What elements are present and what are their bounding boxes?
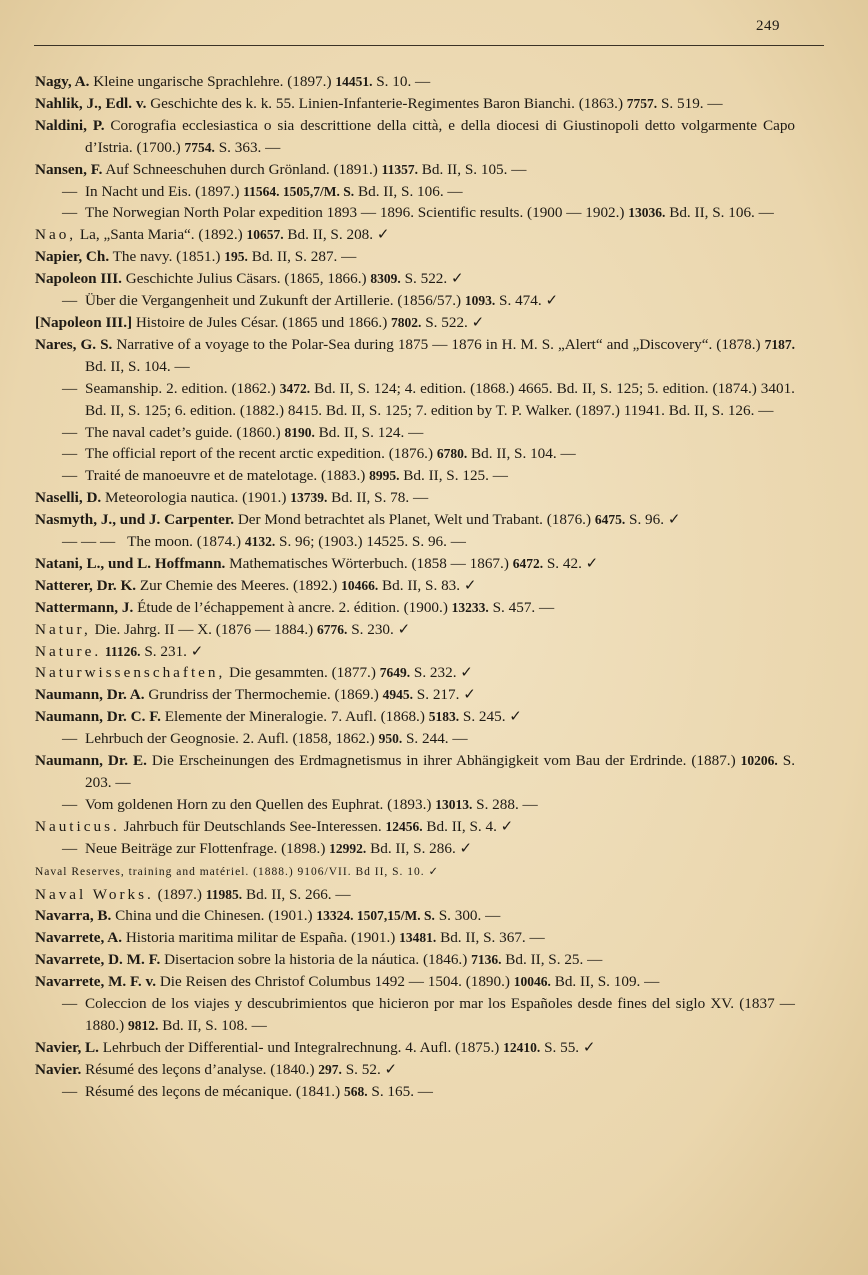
entry-text: Résumé des leçons d’analyse. (1840.) [81, 1060, 319, 1078]
entry-number: 5183. [428, 709, 460, 725]
entry-location: Bd. II, S. 106. — [665, 204, 774, 222]
entry-number: 10046. [513, 974, 551, 990]
entry-location: Bd. II, S. 25. — [501, 951, 603, 969]
entry-location: S. 457. — [488, 598, 555, 616]
entry-location: Bd. II, S. 286. ✓ [366, 839, 473, 857]
entry-dash: — [62, 795, 78, 813]
entry-number: 11126. [104, 643, 141, 659]
entry-number: 13036. [628, 205, 666, 221]
entry-dash: — [62, 839, 78, 857]
entry-text: Grundriss der Thermochemie. (1869.) [144, 686, 383, 704]
entry-text: Mathematisches Wörterbuch. (1858 — 1867.) [225, 554, 513, 572]
catalog-entry [35, 224, 795, 246]
catalog-entry [35, 246, 795, 268]
entry-title-key: Naturwissenschaften, [35, 664, 226, 682]
entry-dash: — [62, 995, 78, 1013]
entry-number: 8995. [369, 468, 400, 484]
entry-location: S. 42. ✓ [543, 554, 599, 572]
entry-location: Bd. II, S. 124. — [314, 423, 424, 441]
entry-location: Bd. II, S. 108. — [158, 1016, 267, 1034]
entry-author: Nasmyth, J., und J. Carpenter. [35, 511, 235, 529]
catalog-entry [35, 838, 795, 860]
entry-author: Naselli, D. [35, 489, 102, 507]
entry-location: S. 245. ✓ [459, 708, 523, 726]
entry-author: Navarrete, D. M. F. [35, 951, 161, 969]
entry-number: 12992. [329, 840, 367, 856]
entry-text: Die. Jahrg. II — X. (1876 — 1884.) [90, 620, 318, 638]
entry-author: Naumann, Dr. A. [35, 686, 145, 704]
entry-text: Lehrbuch der Geognosie. 2. Aufl. (1858, 1862.) [85, 730, 379, 748]
entry-location: Bd. II, S. 104. — [467, 445, 576, 463]
entry-title-key: Naval Works. [35, 885, 154, 903]
entry-text: Über die Vergangenheit und Zukunft der Artillerie. (1856/57.) [85, 292, 465, 310]
entry-text: The navy. (1851.) [109, 248, 225, 266]
entry-text: The moon. (1874.) [127, 533, 245, 551]
entry-text: Seamanship. 2. edition. (1862.) [85, 379, 280, 397]
entry-dash: — [62, 445, 78, 463]
entry-number: 10466. [341, 577, 379, 593]
entry-location: Bd. II, S. 104. — [85, 357, 190, 375]
entry-dash: — [62, 379, 78, 397]
entry-location: Bd. II, S. 105. — [418, 160, 527, 178]
catalog-entry [35, 487, 795, 509]
catalog-entry [35, 1037, 795, 1059]
catalog-entries [35, 71, 795, 1103]
entry-author: Naumann, Dr. E. [35, 752, 147, 770]
entry-author: Nattermann, J. [35, 598, 134, 616]
entry-dash: — — — [62, 533, 116, 551]
entry-number: 11357. [381, 161, 418, 177]
catalog-entry [35, 971, 795, 993]
entry-location: S. 55. ✓ [540, 1038, 596, 1056]
catalog-entry [35, 1059, 795, 1081]
catalog-entry [35, 422, 795, 444]
entry-location: S. 217. ✓ [412, 686, 476, 704]
catalog-entry [35, 706, 795, 728]
catalog-entry [35, 509, 795, 531]
entry-text: Meteorologia nautica. (1901.) [101, 489, 291, 507]
entry-location: Bd. II, S. 106. — [354, 182, 463, 200]
entry-number: 7754. [184, 139, 215, 155]
catalog-entry [35, 949, 795, 971]
catalog-entry [35, 728, 795, 750]
entry-number: 11564. 1505,7/M. S. [243, 183, 355, 199]
entry-text: Vom goldenen Horn zu den Quellen des Euphrat. (1893.) [85, 795, 436, 813]
entry-text: Jahrbuch für Deutschlands See-Interessen. [119, 817, 386, 835]
entry-text: (1897.) [153, 885, 206, 903]
entry-text: Neue Beiträge zur Flottenfrage. (1898.) [85, 839, 330, 857]
entry-title-key: Nao, [35, 226, 77, 244]
catalog-entry [35, 531, 795, 553]
entry-author: Natterer, Dr. K. [35, 576, 137, 594]
entry-text: Résumé des leçons de mécanique. (1841.) [85, 1082, 344, 1100]
entry-number: 13233. [451, 599, 489, 615]
entry-location: S. 52. ✓ [341, 1060, 398, 1078]
catalog-entry [35, 334, 795, 378]
entry-number: 950. [378, 731, 403, 747]
catalog-entry [35, 816, 795, 838]
entry-author: [Napoleon III.] [35, 313, 133, 331]
entry-dash: — [62, 730, 78, 748]
entry-number: 10206. [740, 753, 778, 769]
entry-dash: — [62, 204, 78, 222]
entry-location: S. 96. ✓ [625, 511, 681, 529]
entry-author: Nahlik, J., Edl. v. [35, 94, 147, 112]
entry-number: 4132. [244, 534, 276, 550]
entry-text: Coleccion de los viajes y descubrimientos que hicieron por mar los Españoles desde fines del siglo XV. (1837 — 1880.) [85, 995, 795, 1034]
entry-location: S. 165. — [367, 1082, 433, 1100]
entry-number: 13324. 1507,15/M. S. [316, 908, 435, 924]
entry-location: S. 244. — [402, 730, 468, 748]
entry-text: The official report of the recent arctic expedition. (1876.) [85, 445, 437, 463]
entry-number: 9812. [128, 1017, 159, 1033]
entry-location: Bd. II, S. 83. ✓ [378, 576, 477, 594]
entry-number: 13739. [290, 490, 328, 506]
catalog-entry [35, 553, 795, 575]
entry-text: Disertacion sobre la historia de la náutica. (1846.) [160, 951, 472, 969]
entry-author: Napier, Ch. [35, 248, 110, 266]
entry-location: S. 288. — [472, 795, 538, 813]
catalog-entry [35, 641, 795, 663]
catalog-entry [35, 884, 795, 906]
entry-text: Die Erscheinungen des Erdmagnetismus in ihrer Abhängigkeit vom Bau der Erdrinde. (1887.) [146, 752, 741, 770]
entry-text: China und die Chinesen. (1901.) [111, 907, 317, 925]
entry-number: 11985. [205, 886, 243, 902]
entry-location: S. 363. — [214, 138, 281, 156]
entry-author: Napoleon III. [35, 270, 122, 288]
catalog-entry [35, 202, 795, 224]
entry-number: 7802. [391, 314, 422, 330]
catalog-entry [35, 93, 795, 115]
entry-author: Navarrete, M. F. v. [35, 973, 157, 991]
entry-author: Nares, G. S. [35, 335, 113, 353]
entry-number: 297. [318, 1061, 342, 1077]
entry-dash: — [62, 467, 78, 485]
entry-location: Bd. II, S. 109. — [550, 973, 660, 991]
entry-location: Bd. II, S. 125. — [399, 467, 508, 485]
entry-location: Bd. II, S. 78. — [327, 489, 429, 507]
catalog-entry [35, 181, 795, 203]
entry-text: Lehrbuch der Differential- und Integralrechnung. 4. Aufl. (1875.) [98, 1038, 504, 1056]
entry-location: S. 522. ✓ [400, 270, 464, 288]
entry-number: 6475. [594, 512, 626, 528]
entry-text: The Norwegian North Polar expedition 1893 — 1896. Scientific results. (1900 — 1902.) [85, 204, 629, 222]
entry-text: Corografia ecclesiastica o sia descrittione della città, e della diocesi di Giustinopoli detto volgarmente Capo d’Istria. (1700.) [85, 116, 796, 156]
entry-text: Zur Chemie des Meeres. (1892.) [136, 576, 342, 594]
entry-text: Étude de l’échappement à ancre. 2. édition. (1900.) [133, 598, 452, 616]
entry-text: The naval cadet’s guide. (1860.) [85, 423, 285, 441]
entry-number: 14451. [335, 74, 373, 89]
entry-number: 13481. [399, 930, 437, 946]
entry-author: Navier, L. [35, 1038, 99, 1056]
entry-location: S. 300. — [434, 907, 501, 925]
entry-dash: — [62, 182, 78, 200]
entry-location: Bd. II, S. 266. — [242, 885, 351, 903]
entry-author: Naldini, P. [35, 116, 105, 134]
catalog-entry [35, 684, 795, 706]
catalog-entry [35, 443, 795, 465]
entry-author: Nagy, A. [35, 73, 90, 90]
entry-location: S. 522. ✓ [421, 313, 485, 331]
entry-number: 12456. [385, 818, 423, 834]
entry-text: Elemente der Mineralogie. 7. Aufl. (1868.) [160, 708, 429, 726]
entry-number: 8309. [370, 271, 401, 287]
catalog-entry [35, 115, 795, 159]
entry-location: S. 231. ✓ [140, 642, 204, 660]
entry-text: Histoire de Jules César. (1865 und 1866.) [132, 313, 392, 331]
entry-text: Geschichte des k. k. 55. Linien-Infanterie-Regimentes Baron Bianchi. (1863.) [146, 94, 627, 112]
entry-location: S. 519. — [657, 94, 723, 112]
entry-location: S. 230. ✓ [347, 620, 411, 638]
entry-location: Bd. II, S. 367. — [436, 929, 545, 947]
entry-number: 8190. [284, 424, 315, 440]
page-number: 249 [756, 18, 780, 34]
entry-text: Die gesammten. (1877.) [225, 664, 380, 682]
entry-author: Navarra, B. [35, 907, 112, 925]
catalog-entry [35, 71, 795, 93]
entry-number: 7187. [764, 336, 795, 352]
catalog-entry [35, 312, 795, 334]
catalog-entry [35, 159, 795, 181]
catalog-entry [35, 794, 795, 816]
entry-number: 6780. [436, 446, 468, 462]
entry-number: 568. [343, 1083, 368, 1099]
entry-author: Navarrete, A. [35, 929, 123, 947]
catalog-entry [35, 993, 795, 1037]
entry-number: 3472. [279, 380, 311, 396]
entry-title-key: Nauticus. [35, 817, 120, 835]
entry-location: Bd. II, S. 4. ✓ [422, 817, 514, 835]
entry-text: Historia maritima militar de España. (1901.) [122, 929, 400, 947]
entry-number: 7757. [626, 95, 658, 111]
entry-title-key: Natur, [35, 620, 91, 638]
entry-text: Der Mond betrachtet als Planet, Welt und Trabant. (1876.) [234, 511, 595, 529]
header-rule [34, 45, 824, 46]
entry-number: 13013. [435, 796, 473, 812]
catalog-entry [35, 268, 795, 290]
entry-number: 195. [224, 249, 248, 265]
catalog-entry [35, 619, 795, 641]
entry-text: Geschichte Julius Cäsars. (1865, 1866.) [121, 270, 371, 288]
catalog-entry [35, 662, 795, 684]
catalog-entry [35, 575, 795, 597]
entry-author: Naumann, Dr. C. F. [35, 708, 161, 726]
entry-dash: — [62, 292, 78, 310]
entry-text: Die Reisen des Christof Columbus 1492 — 1504. (1890.) [156, 973, 514, 991]
entry-location: S. 96; (1903.) 14525. S. 96. — [275, 533, 466, 551]
catalog-entry [35, 378, 795, 422]
entry-text: Narrative of a voyage to the Polar-Sea during 1875 — 1876 in H. M. S. „Alert“ and „Discovery“. (1878.) [112, 335, 765, 353]
catalog-entry [35, 750, 795, 794]
entry-location: S. 474. ✓ [495, 292, 559, 310]
entry-text: In Nacht und Eis. (1897.) [85, 182, 244, 200]
entry-location: Bd. II, S. 124; 4. edition. (1868.) 4665. Bd. II, S. 125; 5. edition. (1874.) 3401. Bd. II, S. 125; 6. edition. (1882.) 8415. Bd. II, S. 125; 7. edition by T. P. Walker. (1897.) 11941. Bd. II, S. 126. — [85, 379, 795, 419]
entry-number: 1093. [464, 293, 496, 309]
catalog-entry [35, 465, 795, 487]
entry-number: 6472. [512, 555, 544, 571]
entry-text: Kleine ungarische Sprachlehre. (1897.) [89, 73, 336, 90]
entry-number: 4945. [382, 687, 413, 703]
catalog-entry [35, 597, 795, 619]
entry-number: 7649. [379, 665, 411, 681]
entry-number: 6776. [317, 621, 348, 637]
catalog-entry [35, 905, 795, 927]
entry-author: Natani, L., und L. Hoffmann. [35, 554, 226, 572]
entry-text: Traité de manoeuvre et de matelotage. (1883.) [85, 467, 370, 485]
entry-location: Bd. II, S. 208. ✓ [283, 226, 390, 244]
entry-number: 7136. [471, 952, 502, 968]
catalog-entry [35, 1081, 795, 1103]
entry-author: Navier. [35, 1060, 82, 1078]
entry-dash: — [62, 1082, 78, 1100]
entry-number: 10657. [246, 227, 284, 243]
entry-location: S. 203. — [85, 752, 795, 791]
entry-text: Auf Schneeschuhen durch Grönland. (1891.) [102, 160, 382, 178]
catalog-entry [35, 860, 795, 884]
entry-author: Nansen, F. [35, 160, 103, 178]
catalog-entry [35, 290, 795, 312]
entry-location: Bd. II, S. 287. — [247, 248, 357, 266]
entry-title-key: Nature. [35, 642, 102, 660]
entry-number: 12410. [503, 1039, 541, 1055]
entry-small-text: Naval Reserves, training and matériel. (1888.) 9106/VII. Bd II, S. 10. ✓ [35, 865, 440, 878]
entry-dash: — [62, 423, 78, 441]
entry-location: S. 10. — [372, 73, 431, 90]
catalog-entry [35, 927, 795, 949]
entry-location: S. 232. ✓ [410, 664, 474, 682]
entry-text: La, „Santa Maria“. (1892.) [76, 226, 247, 244]
